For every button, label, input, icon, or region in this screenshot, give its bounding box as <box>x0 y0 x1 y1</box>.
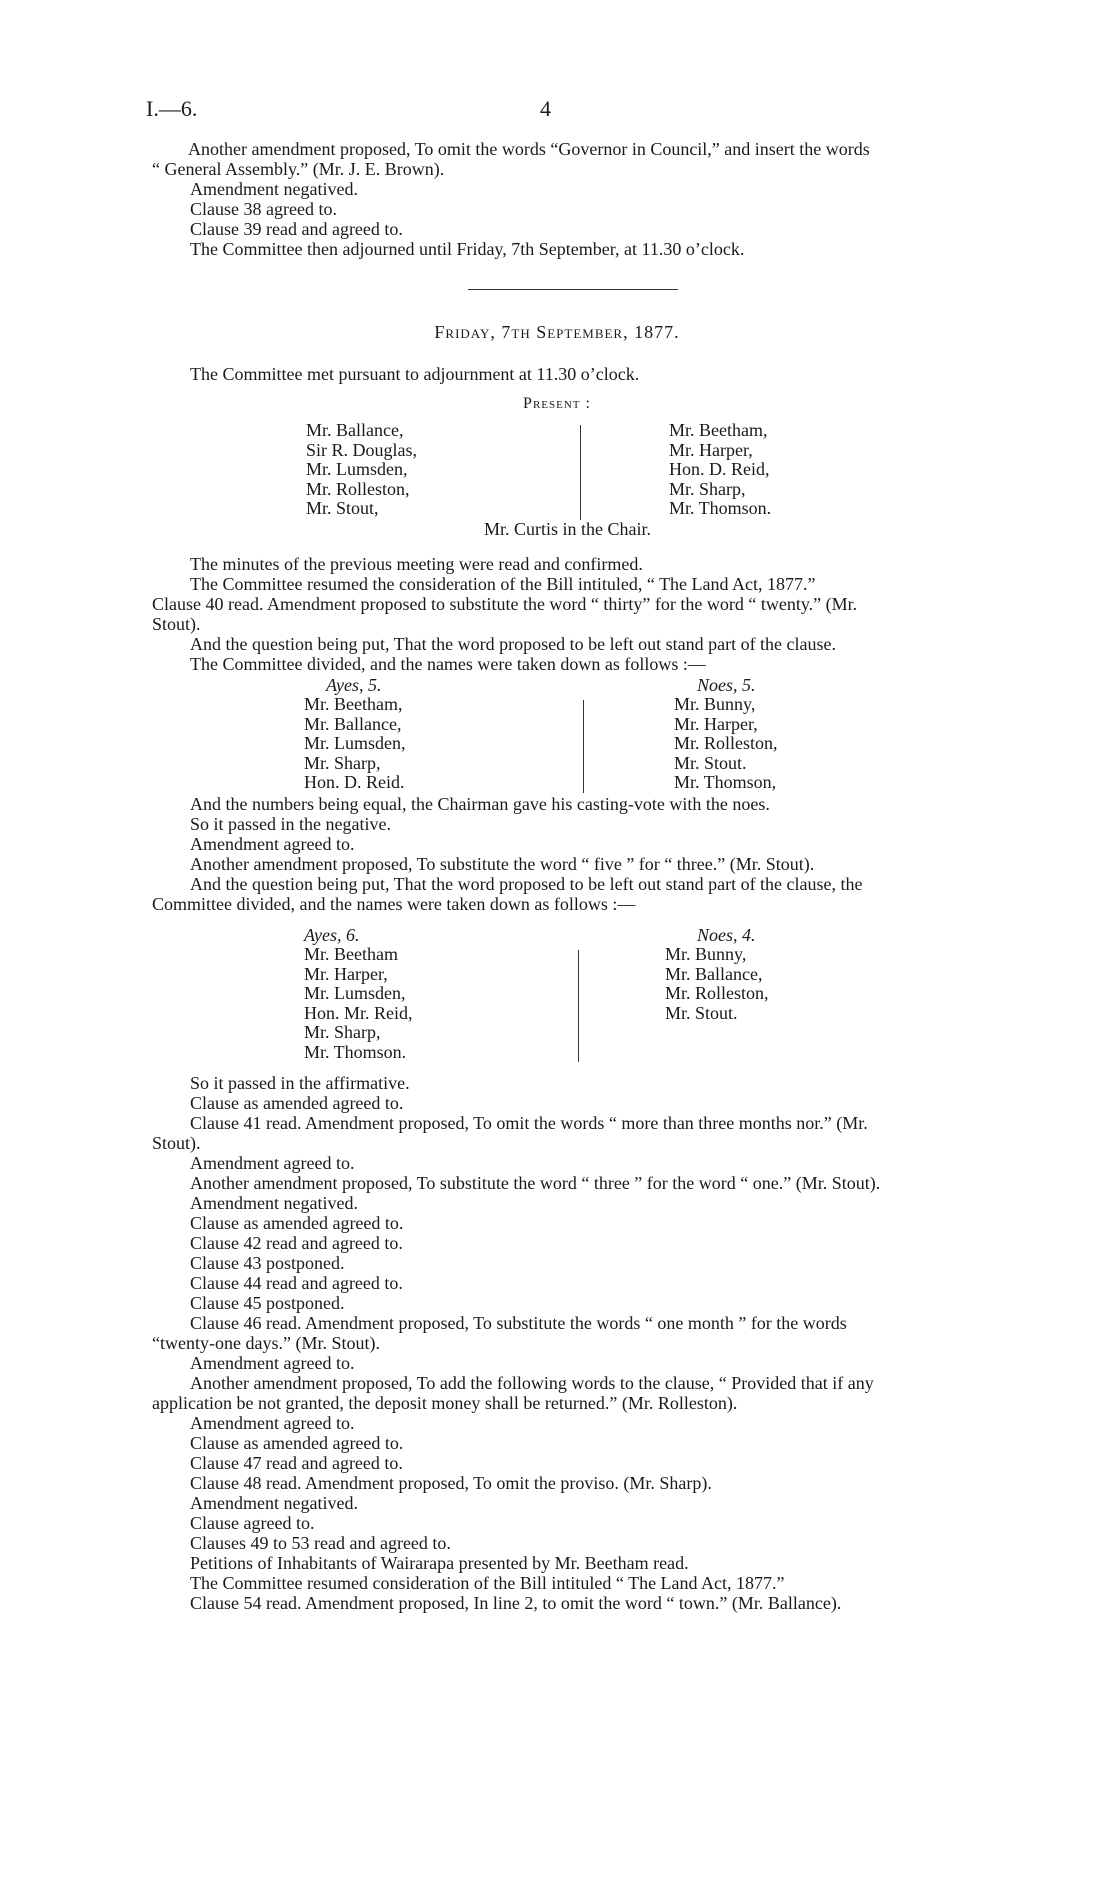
minute-line: Amendment negatived. <box>190 1493 358 1513</box>
noes-name: Mr. Bunny, <box>665 944 747 964</box>
ayes-name: Mr. Sharp, <box>304 752 381 773</box>
column-separator <box>580 425 581 520</box>
noes-list <box>674 695 778 793</box>
member-name: Mr. Sharp, <box>669 478 746 499</box>
ayes-name: Mr. Beetham <box>304 944 398 964</box>
section-divider <box>468 289 678 290</box>
page-number: 4 <box>540 96 551 121</box>
minute-line: Clause agreed to. <box>190 1513 315 1533</box>
ayes-name: Mr. Lumsden, <box>304 733 406 753</box>
ayes-list <box>304 945 413 1062</box>
minute-line: “twenty-one days.” (Mr. Stout). <box>152 1333 380 1353</box>
minute-line: Clause 41 read. Amendment proposed, To omit the words “ more than three months nor.” (Mr. <box>190 1113 868 1133</box>
ayes-name: Hon. Mr. Reid, <box>304 1002 413 1023</box>
minute-line: Clause as amended agreed to. <box>190 1433 404 1453</box>
minute-line: And the numbers being equal, the Chairman gave his casting-vote with the noes. <box>190 794 770 814</box>
ayes-name: Hon. D. Reid. <box>304 772 405 792</box>
member-name: Mr. Ballance, <box>306 420 404 440</box>
meeting-date-heading: Friday, 7th September, 1877. <box>434 322 680 342</box>
present-left-column <box>306 421 417 519</box>
ayes-heading: Ayes, 6. <box>304 925 360 945</box>
minute-line: Clause as amended agreed to. <box>190 1093 404 1113</box>
minute-line: Clause 44 read and agreed to. <box>190 1273 403 1293</box>
amendment-line: Another amendment proposed, To omit the words “Governor in Council,” and insert the words <box>188 139 870 159</box>
minute-line: Another amendment proposed, To substitute the word “ five ” for “ three.” (Mr. Stout). <box>190 854 815 874</box>
amendment-line: “ General Assembly.” (Mr. J. E. Brown). <box>152 159 445 179</box>
minute-line: Stout). <box>152 1133 201 1153</box>
minute-line: Another amendment proposed, To add the following words to the clause, “ Provided that if any <box>190 1373 874 1393</box>
minute-line: Clause 46 read. Amendment proposed, To substitute the words “ one month ” for the words <box>190 1313 847 1333</box>
ayes-name: Mr. Sharp, <box>304 1022 381 1042</box>
minute-line: So it passed in the affirmative. <box>190 1073 410 1093</box>
minute-line: Amendment agreed to. <box>190 1353 355 1373</box>
noes-heading: Noes, 5. <box>697 675 756 695</box>
minute-line: Committee divided, and the names were taken down as follows :— <box>152 894 636 914</box>
member-name: Mr. Lumsden, <box>306 459 408 479</box>
minute-line: Clause 38 agreed to. <box>190 199 337 219</box>
minute-line: Another amendment proposed, To substitute the word “ three ” for the word “ one.” (Mr. Stout). <box>190 1173 881 1193</box>
ayes-name: Mr. Ballance, <box>304 713 402 734</box>
minute-line: And the question being put, That the word proposed to be left out stand part of the clause. <box>190 634 837 654</box>
minute-line: Amendment negatived. <box>190 179 358 199</box>
ayes-name: Mr. Beetham, <box>304 694 403 714</box>
ayes-name: Mr. Harper, <box>304 963 388 984</box>
minute-line: Clauses 49 to 53 read and agreed to. <box>190 1533 451 1553</box>
amendment-paragraph <box>152 139 1002 179</box>
ayes-list <box>304 695 406 793</box>
paper-reference: I.—6. <box>146 96 198 121</box>
minute-line: So it passed in the negative. <box>190 814 391 834</box>
minute-line: Clause 39 read and agreed to. <box>190 219 403 239</box>
column-separator <box>578 950 579 1062</box>
minute-line: Petitions of Inhabitants of Wairarapa presented by Mr. Beetham read. <box>190 1553 689 1573</box>
minute-line: The Committee then adjourned until Friday, 7th September, at 11.30 o’clock. <box>190 239 745 259</box>
minute-line: Clause 45 postponed. <box>190 1293 345 1313</box>
minute-line: Clause as amended agreed to. <box>190 1213 404 1233</box>
minute-line: Amendment agreed to. <box>190 834 355 854</box>
minute-line: And the question being put, That the word proposed to be left out stand part of the clause, the <box>190 874 863 894</box>
minute-line: Clause 40 read. Amendment proposed to substitute the word “ thirty” for the word “ twenty.” (Mr. <box>152 594 858 614</box>
member-name: Sir R. Douglas, <box>306 439 418 460</box>
present-heading: Present : <box>523 395 591 412</box>
member-name: Mr. Rolleston, <box>306 478 410 499</box>
minute-line: Clause 42 read and agreed to. <box>190 1233 403 1253</box>
minute-line: application be not granted, the deposit money shall be returned.” (Mr. Rolleston). <box>152 1393 738 1413</box>
minute-line: Clause 47 read and agreed to. <box>190 1453 403 1473</box>
noes-heading: Noes, 4. <box>697 925 756 945</box>
ayes-name: Mr. Thomson. <box>304 1041 407 1062</box>
ayes-heading: Ayes, 5. <box>326 675 382 695</box>
minute-line: The Committee resumed consideration of the Bill intituled “ The Land Act, 1877.” <box>190 1573 785 1593</box>
minute-line: Clause 43 postponed. <box>190 1253 345 1273</box>
minute-line: Clause 54 read. Amendment proposed, In line 2, to omit the word “ town.” (Mr. Ballance). <box>190 1593 842 1613</box>
ayes-name: Mr. Lumsden, <box>304 983 406 1003</box>
noes-name: Mr. Rolleston, <box>665 983 769 1003</box>
member-name: Mr. Stout, <box>306 498 379 518</box>
member-name: Mr. Beetham, <box>669 420 768 440</box>
meeting-opening: The Committee met pursuant to adjournment at 11.30 o’clock. <box>190 364 640 384</box>
noes-name: Mr. Thomson, <box>674 772 777 792</box>
minute-line: The Committee divided, and the names were taken down as follows :— <box>190 654 706 674</box>
member-name: Hon. D. Reid, <box>669 459 770 479</box>
minute-line: The Committee resumed the consideration of the Bill intituled, “ The Land Act, 1877.” <box>190 574 816 594</box>
noes-name: Mr. Ballance, <box>665 963 763 984</box>
minute-line: Amendment agreed to. <box>190 1153 355 1173</box>
minute-line: Amendment agreed to. <box>190 1413 355 1433</box>
member-name: Mr. Harper, <box>669 439 753 460</box>
member-name: Mr. Thomson. <box>669 498 772 518</box>
noes-name: Mr. Bunny, <box>674 694 756 714</box>
minute-line: The minutes of the previous meeting were read and confirmed. <box>190 554 643 574</box>
noes-name: Mr. Harper, <box>674 713 758 734</box>
minute-line: Amendment negatived. <box>190 1193 358 1213</box>
noes-name: Mr. Rolleston, <box>674 733 778 753</box>
present-right-column <box>669 421 771 519</box>
noes-name: Mr. Stout. <box>665 1002 738 1023</box>
chairman-line: Mr. Curtis in the Chair. <box>484 519 652 539</box>
minute-line: Stout). <box>152 614 201 634</box>
noes-name: Mr. Stout. <box>674 752 747 773</box>
noes-list <box>665 945 769 1023</box>
column-separator <box>583 700 584 793</box>
minute-line: Clause 48 read. Amendment proposed, To omit the proviso. (Mr. Sharp). <box>190 1473 712 1493</box>
